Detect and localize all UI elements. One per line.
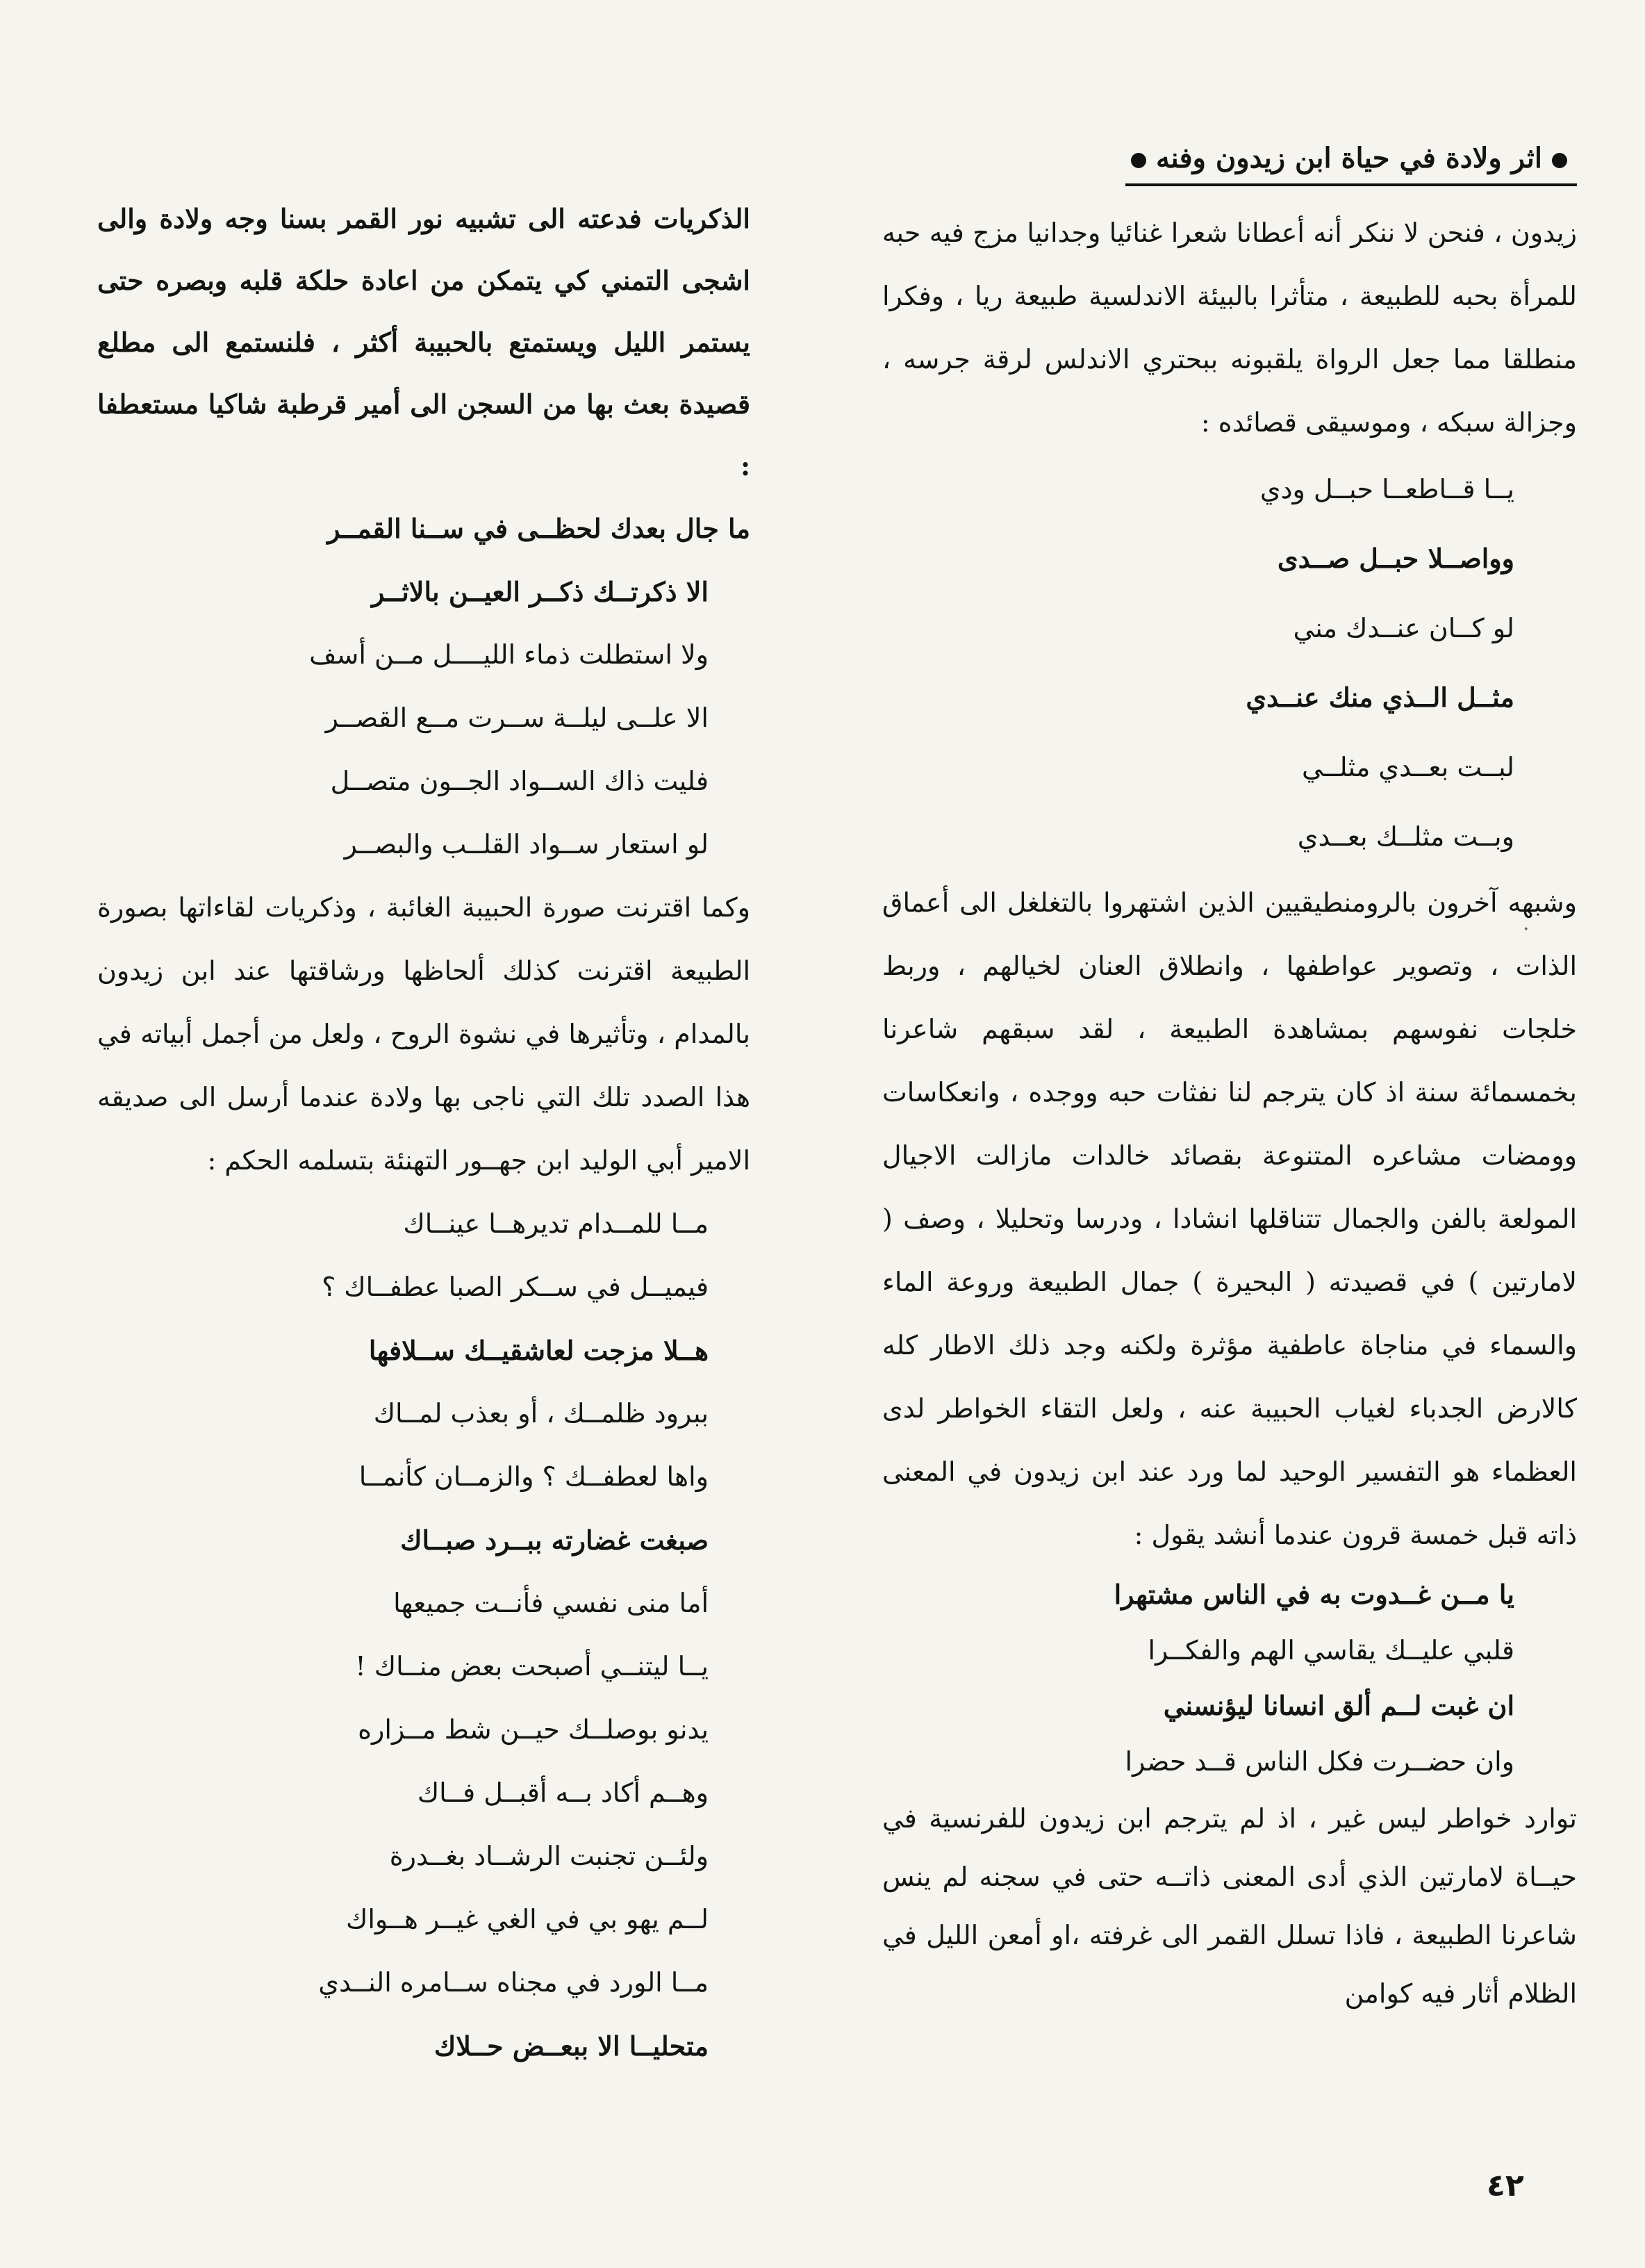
poem-line: ما جال بعدك لحظــى في ســنا القمــر	[327, 513, 750, 544]
running-header	[1125, 139, 1577, 186]
poem-line: قلبي عليــك يقاسي الهم والفكــرا	[1148, 1635, 1514, 1666]
poem-line: وان حضــرت فكل الناس قــد حضرا	[1125, 1746, 1514, 1777]
poem-line: متحليــا الا ببعــض حــلاك	[433, 2030, 709, 2062]
running-header-title: اثر ولادة في حياة ابن زيدون وفنه	[1156, 142, 1542, 174]
poem-line: أما منى نفسي فأنــت جميعها	[393, 1588, 709, 1618]
poem-line: هــلا مزجت لعاشقيــك ســلافها	[368, 1335, 709, 1366]
right-paragraph-3: توارد خواطر ليس غير ، اذ لم يترجم ابن زيدون للفرنسية في حيــاة لامارتين الذي أدى المعنى ذاتــه حتى في سجنه لم ينس شاعرنا الطبيعة ، فاذا تسلل القمر الى غرفته ،او أمعن الليل في الظلام أثار فيه كوامن	[882, 1803, 1578, 2009]
left-paragraph-1: الذكريات فدعته الى تشبيه نور القمر بسنا وجه ولادة والى اشجى التمني كي يتمكن من اعادة حلكة قلبه وبصره حتى يستمر الليل ويستمتع بالحبيبة أكثر ، فلنستمع الى مطلع قصيدة بعث بها من السجن الى أمير قرطبة شاكيا مستعطفا :	[97, 203, 750, 482]
poem-ya-man	[882, 1567, 1577, 1789]
bullet-icon	[1552, 153, 1567, 168]
poem-line: الا ذكرتــك ذكــر العيــن بالاثــر	[371, 576, 709, 607]
bullet-icon	[1131, 153, 1146, 168]
poem-line: يــا قــاطعــا حبــل ودي	[1259, 474, 1514, 504]
poem-line: مثــل الــذي منك عنــدي	[1246, 682, 1514, 713]
poem-ma-jal	[97, 497, 750, 876]
right-paragraph-2: وشبهه آخرون بالرومنطيقيين الذين اشتهروا بالتغلغل الى أعماق الذات ، وتصوير عواطفها ، وانطلاق العنان لخيالهم ، وربط خلجات نفوسهم بمشاهدة الطبيعة ، لقد سبقهم شاعرنا بخمسمائة سنة اذ كان يترجم لنا نفثات حبه ووجده ، وانعكاسات وومضات مشاعره المتنوعة بقصائد خالدات مازالت الاجيال المولعة بالفن والجمال تتناقلها انشادا ، ودرسا وتحليلا ، وصف ( لامارتين ) في قصيدته ( البحيرة ) جمال الطبيعة وروعة الماء والسماء في مناجاة عاطفية مؤثرة ولكنه وجد ذلك الاطار كله كالارض الجدباء لغياب الحبيبة عنه ، ولعل التقاء الخواطر لدى العظماء هو التفسير الوحيد لما ورد عند ابن زيدون في المعنى ذاته قبل خمسة قرون عندما أنشد يقول :	[882, 887, 1577, 1550]
poem-line: لو كــان عنــدك مني	[1293, 613, 1514, 643]
poem-line: فيميــل في ســكر الصبا عطفــاك ؟	[322, 1272, 709, 1302]
poem-line: واها لعطفــك ؟ والزمــان كأنمــا	[358, 1461, 709, 1492]
margin-mark: ·	[1523, 917, 1530, 942]
page-number: ٤٢	[1487, 2168, 1524, 2203]
poem-line: لــم يهو بي في الغي غيــر هــواك	[346, 1904, 709, 1934]
poem-line: ولئــن تجنبت الرشــاد بغــدرة	[389, 1841, 709, 1871]
poem-line: لبــت بعــدي مثلــي	[1302, 752, 1514, 782]
poem-ma-lil-mudam	[97, 1192, 750, 2078]
poem-line: مــا الورد في مجناه ســامره النــدي	[318, 1967, 709, 1998]
poem-line: يــا ليتنــي أصبحت بعض منــاك !	[355, 1651, 709, 1682]
poem-qati	[882, 454, 1577, 871]
poem-line: يدنو بوصلــك حيــن شط مــزاره	[358, 1714, 709, 1745]
left-column	[97, 188, 750, 2078]
poem-line: ان غبت لــم ألق انسانا ليؤنسني	[1163, 1690, 1514, 1721]
poem-line: فليت ذاك الســواد الجــون متصــل	[330, 766, 709, 796]
poem-line: ببرود ظلمــك ، أو بعذب لمــاك	[373, 1398, 709, 1429]
poem-line: وواصــلا حبــل صــدى	[1277, 543, 1514, 574]
poem-line: ولا استطلت ذماء الليــــل مــن أسف	[309, 639, 709, 670]
poem-line: صبغت غضارته ببــرد صبــاك	[400, 1525, 709, 1556]
poem-line: وهــم أكاد بــه أقبــل فــاك	[417, 1777, 709, 1808]
poem-line: مــا للمــدام تديرهــا عينــاك	[403, 1208, 709, 1239]
poem-line: يا مــن غــدوت به في الناس مشتهرا	[1114, 1579, 1514, 1610]
right-paragraph-1: زيدون ، فنحن لا ننكر أنه أعطانا شعرا غنائيا وجدانيا مزج فيه حبه للمرأة بحبه للطبيعة ، متأثرا بالبيئة الاندلسية طبيعة ريا ، وفكرا منطلقا مما جعل الرواة يلقبونه ببحتري الاندلس لرقة جرسه ، وجزالة سبكه ، وموسيقى قصائده :	[882, 217, 1577, 438]
right-column	[882, 202, 1577, 2023]
poem-line: الا علــى ليلــة ســرت مــع القصــر	[325, 702, 709, 733]
left-paragraph-2: وكما اقترنت صورة الحبيبة الغائبة ، وذكريات لقاءاتها بصورة الطبيعة اقترنت كذلك ألحاظها ورشاقتها عند ابن زيدون بالمدام ، وتأثيرها في نشوة الروح ، ولعل من أجمل أبياته في هذا الصدد تلك التي ناجى بها ولادة عندما أرسل الى صديقه الامير أبي الوليد ابن جهــور التهنئة بتسلمه الحكم :	[97, 892, 751, 1176]
poem-line: لو استعار ســواد القلــب والبصــر	[344, 829, 709, 860]
poem-line: وبــت مثلــك بعــدي	[1297, 821, 1514, 852]
